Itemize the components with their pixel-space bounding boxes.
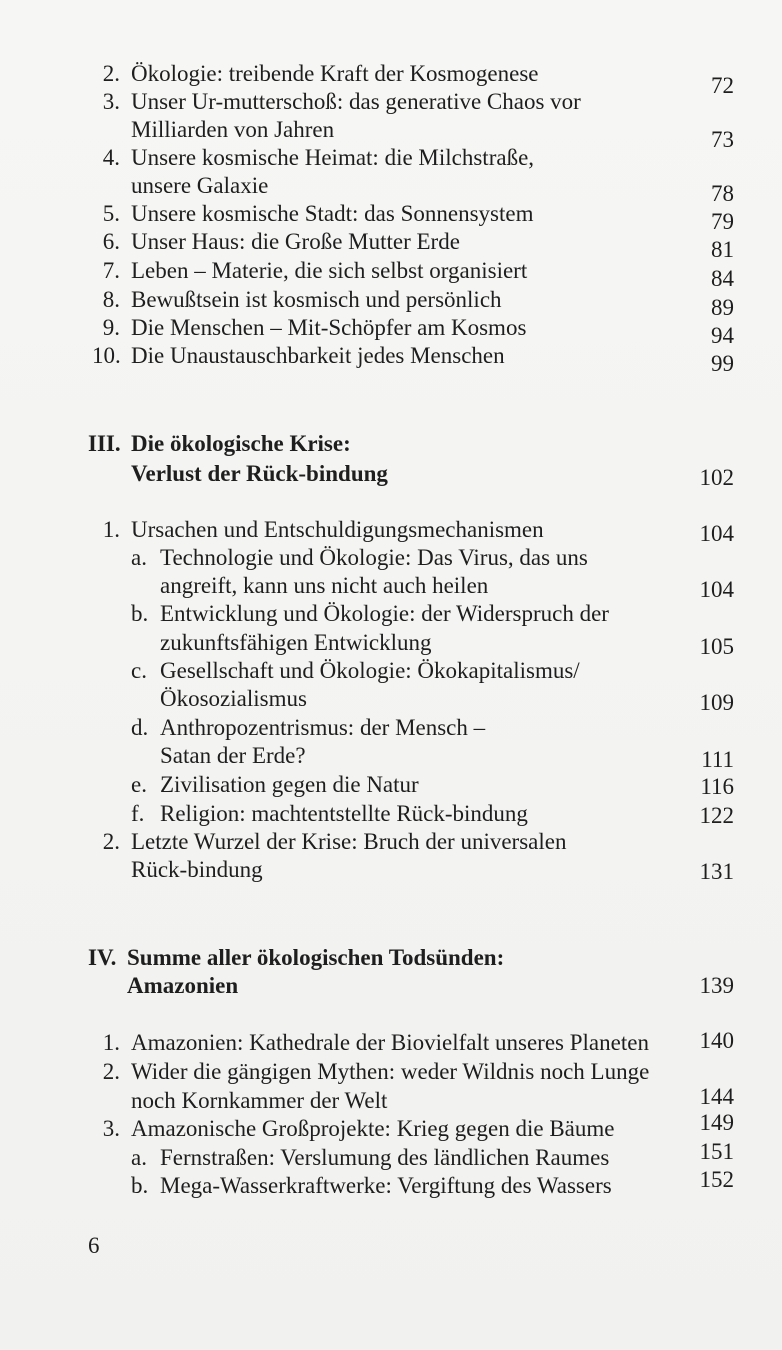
subentry-letter: d. (131, 715, 149, 740)
toc-entry (0, 88, 782, 116)
entry-page: 84 (711, 266, 734, 291)
subentry-title: Gesellschaft und Ökologie: Ökokapitalismus/ (160, 658, 580, 683)
entry-page: 94 (711, 323, 734, 348)
entry-page: 73 (711, 127, 734, 152)
entry-title: Wider die gängigen Mythen: weder Wildnis noch Lunge (131, 1059, 650, 1084)
subentry-title-continued: angreift, kann uns nicht auch heilen (160, 573, 489, 598)
entry-page: 78 (711, 181, 734, 206)
entry-number: 2. (102, 61, 120, 86)
entry-page: 140 (699, 1028, 734, 1053)
entry-page: 105 (699, 634, 734, 659)
chapter-title-continued: Amazonien (127, 973, 239, 998)
chapter-heading-continued (0, 972, 782, 1000)
toc-subentry (0, 771, 782, 799)
subentry-letter: a. (131, 1145, 147, 1170)
entry-number: 7. (102, 258, 120, 283)
toc-entry (0, 144, 782, 172)
entry-page: 116 (700, 774, 734, 799)
entry-title: Unsere kosmische Heimat: die Milchstraße, (131, 145, 535, 170)
entry-page: 104 (699, 577, 734, 602)
toc-entry (0, 200, 782, 234)
entry-number: 3. (102, 1116, 120, 1141)
entry-number: 10. (92, 343, 121, 368)
subentry-title-continued: Satan der Erde? (160, 743, 306, 768)
chapter-heading (0, 430, 782, 458)
subentry-letter: b. (131, 601, 149, 626)
entry-page: 122 (699, 803, 734, 828)
entry-title: Amazonische Großprojekte: Krieg gegen die Bäume (131, 1116, 615, 1141)
entry-title: Ökologie: treibende Kraft der Kosmogenese (131, 61, 539, 86)
subentry-letter: c. (131, 658, 147, 683)
subentry-title: Anthropozentrismus: der Mensch – (160, 715, 486, 740)
toc-entry (0, 314, 782, 348)
entry-page: 111 (701, 747, 734, 772)
toc-subentry (0, 657, 782, 685)
toc-subentry (0, 714, 782, 742)
toc-subentry (0, 1139, 782, 1172)
toc-subentry (0, 600, 782, 628)
entry-page: 139 (699, 973, 734, 998)
toc-entry-continued (0, 856, 782, 884)
subentry-letter: e. (131, 772, 147, 797)
entry-title: Bewußtsein ist kosmisch und persönlich (131, 287, 502, 312)
entry-number: 5. (102, 201, 120, 226)
entry-page: 149 (699, 1110, 734, 1135)
entry-page: 144 (699, 1084, 734, 1109)
subentry-title: Religion: machtentstellte Rück-bindung (160, 801, 528, 826)
toc-subentry-continued (0, 742, 782, 770)
chapter-number: III. (88, 431, 121, 456)
toc-subentry-continued (0, 572, 782, 600)
chapter-heading-continued (0, 460, 782, 488)
page-number: 6 (88, 1233, 100, 1258)
toc-subentry (0, 544, 782, 572)
entry-number: 1. (102, 1030, 120, 1055)
entry-page: 89 (711, 295, 734, 320)
subentry-letter: a. (131, 545, 147, 570)
toc-entry (0, 257, 782, 291)
entry-title-continued: Milliarden von Jahren (131, 117, 335, 142)
entry-number: 6. (102, 229, 120, 254)
entry-title-continued: unsere Galaxie (131, 173, 269, 198)
chapter-number: IV. (88, 945, 117, 970)
entry-title: Unsere kosmische Stadt: das Sonnensystem (131, 201, 534, 226)
entry-title: Ursachen und Entschuldigungsmechanismen (131, 517, 544, 542)
entry-title: Unser Haus: die Große Mutter Erde (131, 229, 460, 254)
entry-number: 8. (102, 287, 120, 312)
toc-entry-continued (0, 1084, 782, 1115)
toc-entry (0, 228, 782, 262)
toc-entry (0, 286, 782, 320)
toc-entry (0, 1029, 782, 1057)
entry-title: Amazonien: Kathedrale der Biovielfalt unseres Planeten (131, 1030, 649, 1055)
entry-page: 99 (711, 351, 734, 376)
entry-page: 79 (711, 209, 734, 234)
entry-page: 131 (699, 859, 734, 884)
entry-page: 152 (699, 1167, 734, 1192)
subentry-title: Mega-Wasserkraftwerke: Vergiftung des Wassers (160, 1173, 612, 1198)
entry-number: 9. (102, 315, 120, 340)
entry-page: 104 (699, 521, 734, 546)
chapter-heading (0, 944, 782, 972)
subentry-title: Fernstraßen: Verslumung des ländlichen Raumes (160, 1145, 610, 1170)
entry-title-continued: noch Kornkammer der Welt (131, 1088, 388, 1113)
entry-title: Leben – Materie, die sich selbst organisiert (131, 258, 528, 283)
entry-page: 81 (711, 237, 734, 262)
chapter-title-continued: Verlust der Rück-bindung (131, 461, 388, 486)
entry-page: 109 (699, 690, 734, 715)
entry-title: Die Unaustauschbarkeit jedes Menschen (131, 343, 505, 368)
toc-subentry (0, 800, 782, 828)
subentry-title: Technologie und Ökologie: Das Virus, das uns (160, 545, 588, 570)
entry-number: 3. (102, 89, 120, 114)
entry-title: Die Menschen – Mit-Schöpfer am Kosmos (131, 315, 527, 340)
entry-page: 151 (699, 1139, 734, 1164)
toc-entry (0, 516, 782, 544)
subentry-title: Zivilisation gegen die Natur (160, 772, 419, 797)
toc-subentry-continued (0, 685, 782, 713)
toc-subentry-continued (0, 629, 782, 657)
toc-entry (0, 828, 782, 856)
entry-title: Letzte Wurzel der Krise: Bruch der universalen (131, 829, 567, 854)
chapter-title: Die ökologische Krise: (131, 431, 351, 456)
chapter-title: Summe aller ökologischen Todsünden: (127, 945, 505, 970)
subentry-letter: f. (131, 801, 145, 826)
entry-title: Unser Ur-mutterschoß: das generative Chaos vor (131, 89, 581, 114)
toc-entry (0, 1110, 782, 1143)
entry-number: 2. (102, 1059, 120, 1084)
entry-number: 2. (102, 829, 120, 854)
subentry-title: Entwicklung und Ökologie: der Widerspruch der (160, 601, 609, 626)
toc-subentry (0, 1167, 782, 1200)
toc-entry (0, 342, 782, 376)
entry-page: 72 (711, 73, 734, 98)
entry-title-continued: Rück-bindung (131, 857, 263, 882)
entry-page: 102 (699, 465, 734, 490)
entry-number: 1. (102, 517, 120, 542)
subentry-title-continued: zukunftsfähigen Entwicklung (160, 630, 432, 655)
entry-number: 4. (102, 145, 120, 170)
subentry-title-continued: Ökosozialismus (160, 686, 307, 711)
subentry-letter: b. (131, 1173, 149, 1198)
toc-entry (0, 1058, 782, 1086)
